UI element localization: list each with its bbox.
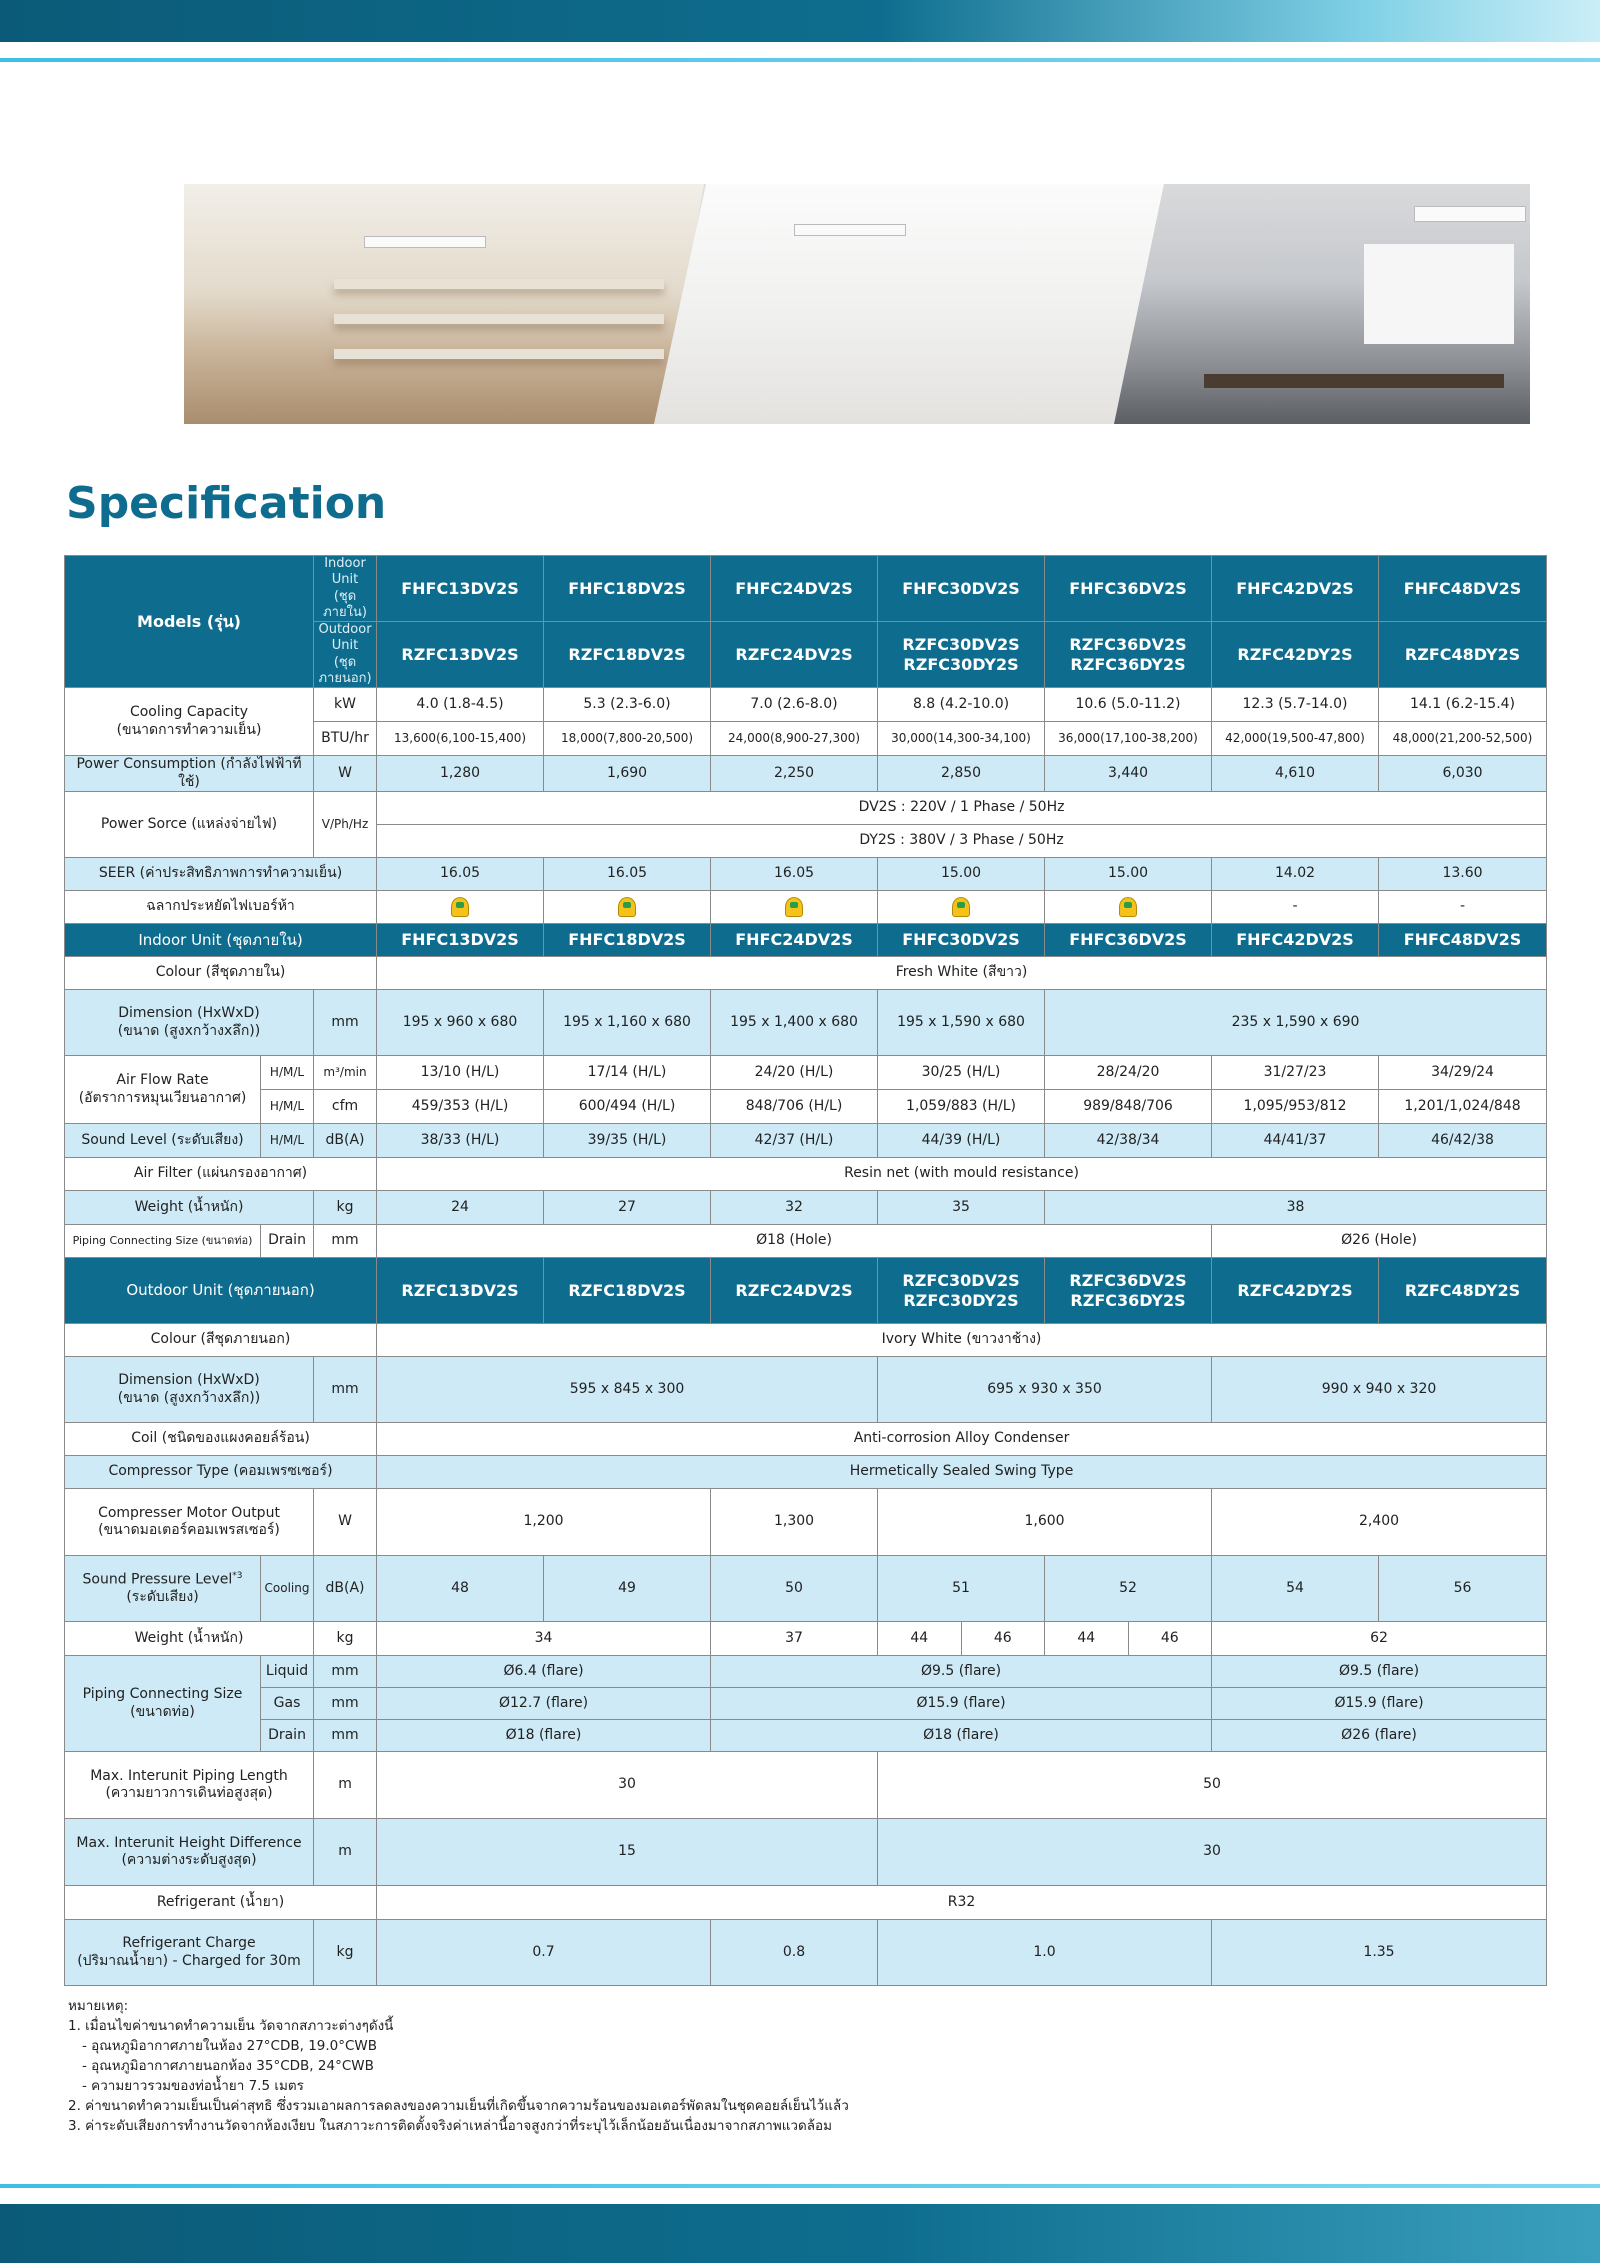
unit-cell: kg <box>314 1622 377 1656</box>
power-source-label: Power Sorce (แหล่งจ่ายไฟ) <box>65 792 314 858</box>
compressor-row <box>65 1456 1547 1489</box>
value-cell: Resin net (with mould resistance) <box>377 1158 1547 1191</box>
value-cell <box>711 891 878 924</box>
outdoor-model: RZFC36DV2S RZFC36DY2S <box>1045 1258 1212 1324</box>
value-cell: 10.6 (5.0-11.2) <box>1045 688 1212 722</box>
indoor-sound-row <box>65 1124 1547 1158</box>
unit-cell: mm <box>314 1656 377 1688</box>
indoor-model: FHFC36DV2S <box>1045 556 1212 622</box>
outdoor-piping-label: Piping Connecting Size (ขนาดท่อ) <box>65 1656 261 1752</box>
value-cell: 4.0 (1.8-4.5) <box>377 688 544 722</box>
value-cell: 15.00 <box>878 858 1045 891</box>
airflow-label: Air Flow Rate (อัตราการหมุนเวียนอากาศ) <box>65 1056 261 1124</box>
value-cell: 8.8 (4.2-10.0) <box>878 688 1045 722</box>
seer-label: SEER (ค่าประสิทธิภาพการทำความเย็น) <box>65 858 377 891</box>
value-cell: 38/33 (H/L) <box>377 1124 544 1158</box>
power-row <box>65 756 1547 792</box>
value-cell: 12.3 (5.7-14.0) <box>1212 688 1379 722</box>
value-cell: R32 <box>377 1886 1547 1920</box>
value-cell: Anti-corrosion Alloy Condenser <box>377 1423 1547 1456</box>
footnote: - อุณหภูมิอากาศภายในห้อง 27°CDB, 19.0°CWB <box>82 2038 378 2054</box>
value-cell: Ø18 (flare) <box>377 1720 711 1752</box>
value-cell: Ø6.4 (flare) <box>377 1656 711 1688</box>
outdoor-colour-row <box>65 1324 1547 1357</box>
bottom-banner <box>0 2204 1600 2263</box>
value-cell: 195 x 1,590 x 680 <box>878 990 1045 1056</box>
unit-cell: cfm <box>314 1090 377 1124</box>
mode-cell: H/M/L <box>261 1124 314 1158</box>
value-cell: 2,850 <box>878 756 1045 792</box>
value-cell: 42,000(19,500-47,800) <box>1212 722 1379 756</box>
value-cell: 50 <box>711 1556 878 1622</box>
value-cell: 195 x 960 x 680 <box>377 990 544 1056</box>
value-cell: 0.8 <box>711 1920 878 1986</box>
energy-label-no5-icon <box>1119 897 1137 917</box>
outdoor-model: RZFC42DY2S <box>1212 1258 1379 1324</box>
value-cell: 1.35 <box>1212 1920 1547 1986</box>
value-cell: 30 <box>377 1752 878 1819</box>
value-cell: 15.00 <box>1045 858 1212 891</box>
indoor-model: FHFC42DV2S <box>1212 924 1379 957</box>
airflow-m3-row <box>65 1056 1547 1090</box>
liquid-row <box>65 1656 1547 1688</box>
value-cell: 18,000(7,800-20,500) <box>544 722 711 756</box>
outdoor-section-row <box>65 1258 1547 1324</box>
value-cell: Ø26 (flare) <box>1212 1720 1547 1752</box>
value-cell: 13.60 <box>1379 858 1547 891</box>
value-cell: 27 <box>544 1191 711 1225</box>
value-cell: 1,690 <box>544 756 711 792</box>
height-diff-label: Max. Interunit Height Difference (ความต่างระดับสูงสุด) <box>65 1819 314 1886</box>
value-cell: 7.0 (2.6-8.0) <box>711 688 878 722</box>
unit-cell: W <box>314 1489 377 1556</box>
bottom-accent-line <box>0 2184 1600 2188</box>
pipe-length-row <box>65 1752 1547 1819</box>
unit-cell: V/Ph/Hz <box>314 792 377 858</box>
footnote: 2. ค่าขนาดทำความเย็นเป็นค่าสุทธิ ซึ่งรวมเอาผลการลดลงของความเย็นที่เกิดขึ้นจากความร้อนของมอเตอร์พัดลมในชุดคอยล์เย็นไว้แล้ว <box>68 2098 849 2114</box>
unit-cell: kg <box>314 1920 377 1986</box>
energy-label-no5-icon <box>451 897 469 917</box>
value-cell: 24 <box>377 1191 544 1225</box>
value-cell: 235 x 1,590 x 690 <box>1045 990 1547 1056</box>
cooling-label: Cooling Capacity (ขนาดการทำความเย็น) <box>65 688 314 756</box>
value-cell: 38 <box>1045 1191 1547 1225</box>
drain-label: Drain <box>261 1720 314 1752</box>
footnotes <box>68 1996 849 2136</box>
unit-cell: mm <box>314 990 377 1056</box>
top-accent-line <box>0 58 1600 62</box>
value-cell: 195 x 1,160 x 680 <box>544 990 711 1056</box>
value-cell: 4,610 <box>1212 756 1379 792</box>
value-cell: Ø9.5 (flare) <box>711 1656 1212 1688</box>
value-cell: 30 <box>878 1819 1547 1886</box>
outdoor-model: RZFC30DV2S RZFC30DY2S <box>878 1258 1045 1324</box>
outdoor-weight-row <box>65 1622 1547 1656</box>
value-cell: 695 x 930 x 350 <box>878 1357 1212 1423</box>
indoor-model: FHFC24DV2S <box>711 924 878 957</box>
coil-label: Coil (ชนิดของแผงคอยล์ร้อน) <box>65 1423 377 1456</box>
indoor-model: FHFC30DV2S <box>878 924 1045 957</box>
value-cell: - <box>1379 891 1547 924</box>
value-cell: 52 <box>1045 1556 1212 1622</box>
refrigerant-label: Refrigerant (น้ำยา) <box>65 1886 377 1920</box>
value-cell: Ø15.9 (flare) <box>1212 1688 1547 1720</box>
unit-cell: m <box>314 1819 377 1886</box>
outdoor-model: RZFC18DV2S <box>544 622 711 688</box>
value-cell: Ø18 (flare) <box>711 1720 1212 1752</box>
liquid-label: Liquid <box>261 1656 314 1688</box>
value-cell: 62 <box>1212 1622 1547 1656</box>
seer-row <box>65 858 1547 891</box>
value-cell: 990 x 940 x 320 <box>1212 1357 1547 1423</box>
value-cell: 13/10 (H/L) <box>377 1056 544 1090</box>
indoor-model: FHFC48DV2S <box>1379 556 1547 622</box>
value-cell: 32 <box>711 1191 878 1225</box>
value-cell: 459/353 (H/L) <box>377 1090 544 1124</box>
value-cell: 1,600 <box>878 1489 1212 1556</box>
indoor-model: FHFC13DV2S <box>377 924 544 957</box>
value-cell: 34/29/24 <box>1379 1056 1547 1090</box>
value-cell: 42/37 (H/L) <box>711 1124 878 1158</box>
unit-cell: m <box>314 1752 377 1819</box>
models-label: Models (รุ่น) <box>65 556 314 688</box>
value-cell: 51 <box>878 1556 1045 1622</box>
drain-row <box>65 1720 1547 1752</box>
energy-label-no5-icon <box>785 897 803 917</box>
outdoor-dimension-label: Dimension (HxWxD) (ขนาด (สูงxกว้างxลึก)) <box>65 1357 314 1423</box>
value-cell: Ivory White (ขาวงาช้าง) <box>377 1324 1547 1357</box>
value-cell <box>377 891 544 924</box>
airflow-cfm-row <box>65 1090 1547 1124</box>
value-cell: 34 <box>377 1622 711 1656</box>
hero-photo-collage <box>184 184 1530 424</box>
value-cell: 48,000(21,200-52,500) <box>1379 722 1547 756</box>
outdoor-model: RZFC24DV2S <box>711 1258 878 1324</box>
cafe-interior-image <box>184 184 704 424</box>
unit-cell: mm <box>314 1225 377 1258</box>
value-cell: - <box>1212 891 1379 924</box>
value-cell: Ø15.9 (flare) <box>711 1688 1212 1720</box>
footnote: 1. เมื่อนไขค่าขนาดทำความเย็น วัดจากสภาวะต่างๆดังนี้ <box>68 2018 394 2034</box>
indoor-weight-row <box>65 1191 1547 1225</box>
sound-pressure-row <box>65 1556 1547 1622</box>
motor-output-label: Compresser Motor Output (ขนาดมอเตอร์คอมเพรสเซอร์) <box>65 1489 314 1556</box>
value-cell: 5.3 (2.3-6.0) <box>544 688 711 722</box>
outdoor-model: RZFC42DY2S <box>1212 622 1379 688</box>
coil-row <box>65 1423 1547 1456</box>
outdoor-model: RZFC48DY2S <box>1379 622 1547 688</box>
gas-row <box>65 1688 1547 1720</box>
outdoor-colour-label: Colour (สีชุดภายนอก) <box>65 1324 377 1357</box>
energy-label-label: ฉลากประหยัดไฟเบอร์ห้า <box>65 891 377 924</box>
meeting-room-image <box>1114 184 1530 424</box>
energy-label-no5-icon <box>618 897 636 917</box>
unit-cell: dB(A) <box>314 1556 377 1622</box>
value-cell <box>1045 891 1212 924</box>
indoor-dimension-label: Dimension (HxWxD) (ขนาด (สูงxกว้างxลึก)) <box>65 990 314 1056</box>
height-diff-row <box>65 1819 1547 1886</box>
value-cell: 31/27/23 <box>1212 1056 1379 1090</box>
drain-label: Drain <box>261 1225 314 1258</box>
value-cell: 50 <box>878 1752 1547 1819</box>
value-cell: 848/706 (H/L) <box>711 1090 878 1124</box>
value-cell: 56 <box>1379 1556 1547 1622</box>
showroom-interior-image <box>654 184 1174 424</box>
value-cell: Ø12.7 (flare) <box>377 1688 711 1720</box>
refrigerant-charge-label: Refrigerant Charge (ปริมาณน้ำยา) - Charged for 30m <box>65 1920 314 1986</box>
value-cell: 30/25 (H/L) <box>878 1056 1045 1090</box>
value-cell: Ø9.5 (flare) <box>1212 1656 1547 1688</box>
value-cell: 195 x 1,400 x 680 <box>711 990 878 1056</box>
value-cell: 1.0 <box>878 1920 1212 1986</box>
sound-label: Sound Level (ระดับเสียง) <box>65 1124 261 1158</box>
air-filter-row <box>65 1158 1547 1191</box>
indoor-model: FHFC18DV2S <box>544 924 711 957</box>
value-cell: 6,030 <box>1379 756 1547 792</box>
value-cell: 1,201/1,024/848 <box>1379 1090 1547 1124</box>
value-cell: Ø26 (Hole) <box>1212 1225 1547 1258</box>
value-cell: 17/14 (H/L) <box>544 1056 711 1090</box>
value-cell: 0.7 <box>377 1920 711 1986</box>
sound-pressure-label: Sound Pressure Level$^{*3}$ (ระดับเสียง) <box>65 1556 261 1622</box>
value-cell: 16.05 <box>377 858 544 891</box>
outdoor-model: RZFC18DV2S <box>544 1258 711 1324</box>
energy-label-row <box>65 891 1547 924</box>
top-banner <box>0 0 1600 42</box>
value-cell: 48 <box>377 1556 544 1622</box>
value-cell: 1,059/883 (H/L) <box>878 1090 1045 1124</box>
value-cell: 24,000(8,900-27,300) <box>711 722 878 756</box>
gas-label: Gas <box>261 1688 314 1720</box>
indoor-piping-label: Piping Connecting Size (ขนาดท่อ) <box>65 1225 261 1258</box>
indoor-colour-row <box>65 957 1547 990</box>
outdoor-dimension-row <box>65 1357 1547 1423</box>
value-cell: 2,250 <box>711 756 878 792</box>
value-cell: 46/42/38 <box>1379 1124 1547 1158</box>
unit-cell: kg <box>314 1191 377 1225</box>
outdoor-section-title: Outdoor Unit (ชุดภายนอก) <box>65 1258 377 1324</box>
indoor-model: FHFC13DV2S <box>377 556 544 622</box>
value-cell: 49 <box>544 1556 711 1622</box>
spec-table <box>64 555 1547 1986</box>
value-cell: 30,000(14,300-34,100) <box>878 722 1045 756</box>
outdoor-model: RZFC48DY2S <box>1379 1258 1547 1324</box>
unit-cell: mm <box>314 1720 377 1752</box>
unit-cell: BTU/hr <box>314 722 377 756</box>
value-cell: 14.1 (6.2-15.4) <box>1379 688 1547 722</box>
value-cell: 16.05 <box>544 858 711 891</box>
value-cell: 44/41/37 <box>1212 1124 1379 1158</box>
footnote: - อุณหภูมิอากาศภายนอกห้อง 35°CDB, 24°CWB <box>82 2058 374 2074</box>
power-label: Power Consumption (กำลังไฟฟ้าที่ใช้) <box>65 756 314 792</box>
outdoor-model: RZFC36DV2S RZFC36DY2S <box>1045 622 1212 688</box>
outdoor-model: RZFC13DV2S <box>377 1258 544 1324</box>
value-cell: 600/494 (H/L) <box>544 1090 711 1124</box>
value-cell: DV2S : 220V / 1 Phase / 50Hz <box>377 792 1547 825</box>
indoor-model: FHFC42DV2S <box>1212 556 1379 622</box>
outdoor-model: RZFC30DV2S RZFC30DY2S <box>878 622 1045 688</box>
unit-cell: m³/min <box>314 1056 377 1090</box>
mode-cell: Cooling <box>261 1556 314 1622</box>
outdoor-unit-label: Outdoor Unit (ชุดภายนอก) <box>314 622 377 688</box>
indoor-weight-label: Weight (น้ำหนัก) <box>65 1191 314 1225</box>
value-cell: 1,300 <box>711 1489 878 1556</box>
unit-cell: mm <box>314 1357 377 1423</box>
outdoor-model: RZFC13DV2S <box>377 622 544 688</box>
value-cell: 44 46 <box>1045 1622 1212 1656</box>
value-cell: 15 <box>377 1819 878 1886</box>
footnotes-heading: หมายเหตุ: <box>68 1998 129 2014</box>
pipe-length-label: Max. Interunit Piping Length (ความยาวการเดินท่อสูงสุด) <box>65 1752 314 1819</box>
header-row-indoor <box>65 556 1547 622</box>
indoor-model: FHFC36DV2S <box>1045 924 1212 957</box>
value-cell <box>544 891 711 924</box>
refrigerant-row <box>65 1886 1547 1920</box>
value-cell: 1,200 <box>377 1489 711 1556</box>
indoor-section-title: Indoor Unit (ชุดภายใน) <box>65 924 377 957</box>
indoor-model: FHFC18DV2S <box>544 556 711 622</box>
indoor-drain-row <box>65 1225 1547 1258</box>
indoor-colour-label: Colour (สีชุดภายใน) <box>65 957 377 990</box>
value-cell: Ø18 (Hole) <box>377 1225 1212 1258</box>
value-cell: Hermetically Sealed Swing Type <box>377 1456 1547 1489</box>
value-cell: Fresh White (สีขาว) <box>377 957 1547 990</box>
value-cell: 24/20 (H/L) <box>711 1056 878 1090</box>
footnote: - ความยาวรวมของท่อน้ำยา 7.5 เมตร <box>82 2078 304 2094</box>
value-cell: 42/38/34 <box>1045 1124 1212 1158</box>
unit-cell: W <box>314 756 377 792</box>
value-cell: 16.05 <box>711 858 878 891</box>
value-cell <box>878 891 1045 924</box>
page-title: Specification <box>66 478 387 529</box>
value-cell: 44/39 (H/L) <box>878 1124 1045 1158</box>
cooling-kw-row <box>65 688 1547 722</box>
mode-cell: H/M/L <box>261 1056 314 1090</box>
value-cell: 2,400 <box>1212 1489 1547 1556</box>
unit-cell: kW <box>314 688 377 722</box>
indoor-model: FHFC24DV2S <box>711 556 878 622</box>
value-cell: 3,440 <box>1045 756 1212 792</box>
value-cell: 54 <box>1212 1556 1379 1622</box>
value-cell: 28/24/20 <box>1045 1056 1212 1090</box>
value-cell: 37 <box>711 1622 878 1656</box>
indoor-model: FHFC48DV2S <box>1379 924 1547 957</box>
value-cell: 14.02 <box>1212 858 1379 891</box>
energy-label-no5-icon <box>952 897 970 917</box>
motor-output-row <box>65 1489 1547 1556</box>
outdoor-weight-label: Weight (น้ำหนัก) <box>65 1622 314 1656</box>
value-cell: 35 <box>878 1191 1045 1225</box>
refrigerant-charge-row <box>65 1920 1547 1986</box>
indoor-unit-label: Indoor Unit (ชุดภายใน) <box>314 556 377 622</box>
mode-cell: H/M/L <box>261 1090 314 1124</box>
value-cell: 989/848/706 <box>1045 1090 1212 1124</box>
outdoor-model: RZFC24DV2S <box>711 622 878 688</box>
footnote: 3. ค่าระดับเสียงการทำงานวัดจากห้องเงียบ ในสภาวะการติดตั้งจริงค่าเหล่านี้อาจสูงกว่าที่ระบุไว้เล็กน้อยอันเนื่องมาจากสภาพแวดล้อม <box>68 2118 833 2134</box>
unit-cell: dB(A) <box>314 1124 377 1158</box>
indoor-section-row <box>65 924 1547 957</box>
unit-cell: mm <box>314 1688 377 1720</box>
indoor-dimension-row <box>65 990 1547 1056</box>
value-cell: 595 x 845 x 300 <box>377 1357 878 1423</box>
value-cell: 13,600(6,100-15,400) <box>377 722 544 756</box>
value-cell: 1,095/953/812 <box>1212 1090 1379 1124</box>
value-cell: 39/35 (H/L) <box>544 1124 711 1158</box>
value-cell: DY2S : 380V / 3 Phase / 50Hz <box>377 825 1547 858</box>
value-cell: 1,280 <box>377 756 544 792</box>
value-cell: 36,000(17,100-38,200) <box>1045 722 1212 756</box>
compressor-label: Compressor Type (คอมเพรซเซอร์) <box>65 1456 377 1489</box>
indoor-model: FHFC30DV2S <box>878 556 1045 622</box>
power-source-row-1 <box>65 792 1547 825</box>
air-filter-label: Air Filter (แผ่นกรองอากาศ) <box>65 1158 377 1191</box>
value-cell: 44 46 <box>878 1622 1045 1656</box>
